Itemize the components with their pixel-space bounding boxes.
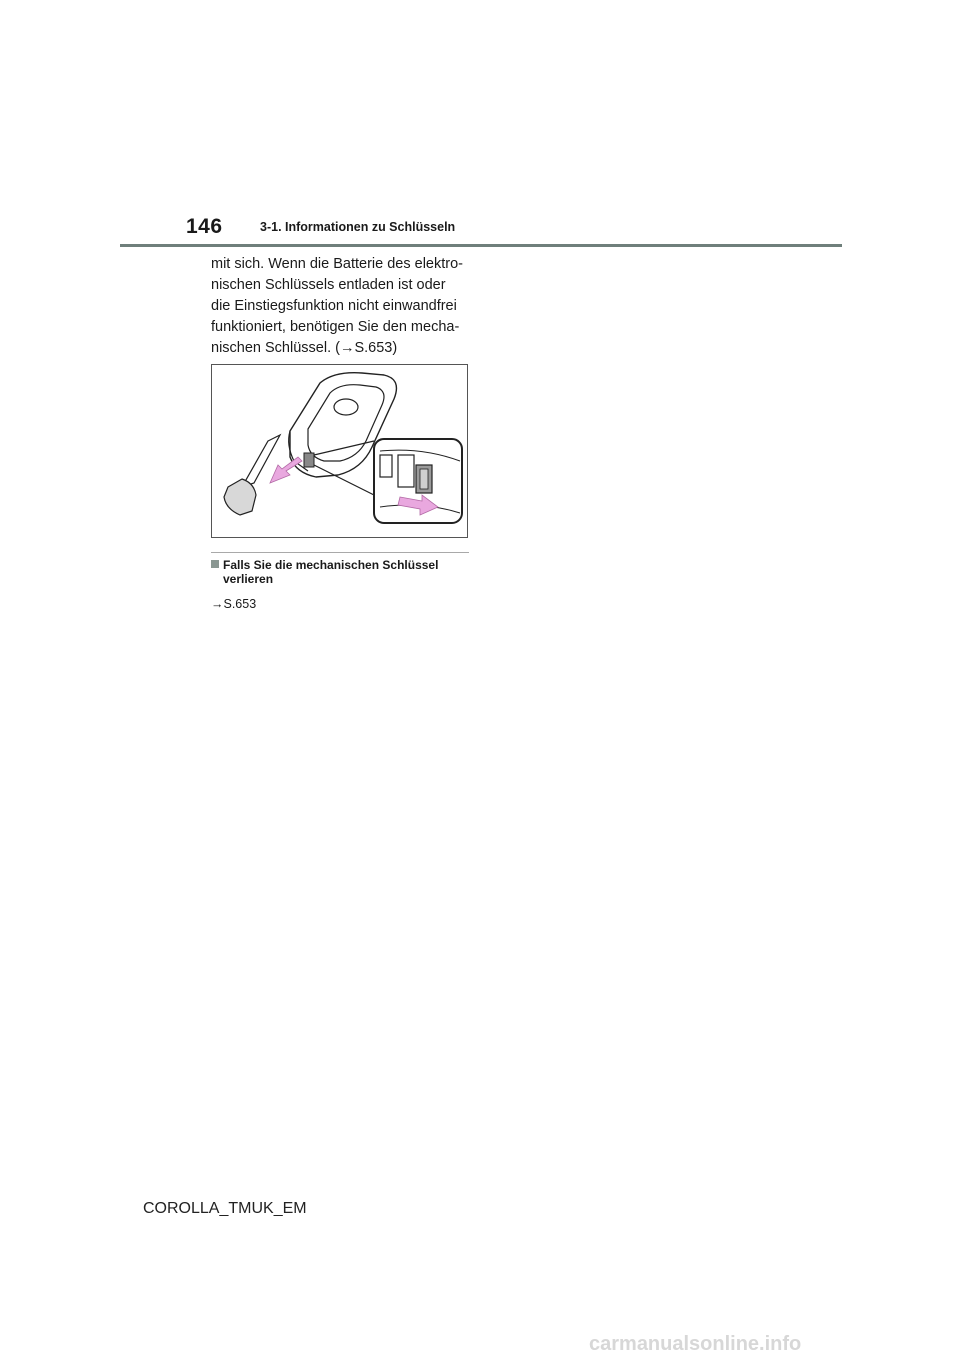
release-latch <box>304 453 314 467</box>
key-fob-button <box>334 399 358 415</box>
heading-line <box>211 558 438 572</box>
model-code: COROLLA_TMUK_EM <box>143 1200 307 1217</box>
heading-text-2: verlieren <box>223 572 274 586</box>
body-line: funktioniert, benötigen Sie den mecha- <box>211 319 460 335</box>
header-rule <box>120 244 842 247</box>
body-line: nischen Schlüssel. (→S.653) <box>211 340 398 356</box>
heading-text-1: Falls Sie die mechanischen Schlüssel <box>223 558 439 572</box>
mechanical-key-head <box>224 479 256 515</box>
body-line: mit sich. Wenn die Batterie des elektro- <box>211 256 463 272</box>
pull-arrow-icon <box>270 457 302 483</box>
body-line: die Einstiegsfunktion nicht einwandfrei <box>211 298 457 314</box>
section-heading <box>211 558 473 586</box>
watermark: carmanualsonline.info <box>589 1333 802 1355</box>
zoom-latch-inner <box>420 469 428 489</box>
zoom-slot <box>398 455 414 487</box>
square-bullet-icon <box>211 560 219 568</box>
section-divider <box>211 552 469 553</box>
section-title: 3-1. Informationen zu Schlüsseln <box>260 220 456 234</box>
key-illustration <box>211 364 468 538</box>
body-paragraph <box>211 254 471 359</box>
page-number: 146 <box>186 215 223 238</box>
zoom-slot <box>380 455 392 477</box>
key-drawing <box>212 365 467 537</box>
body-line: nischen Schlüssels entladen ist oder <box>211 277 446 293</box>
page-reference-link[interactable]: →S.653 <box>211 597 257 611</box>
